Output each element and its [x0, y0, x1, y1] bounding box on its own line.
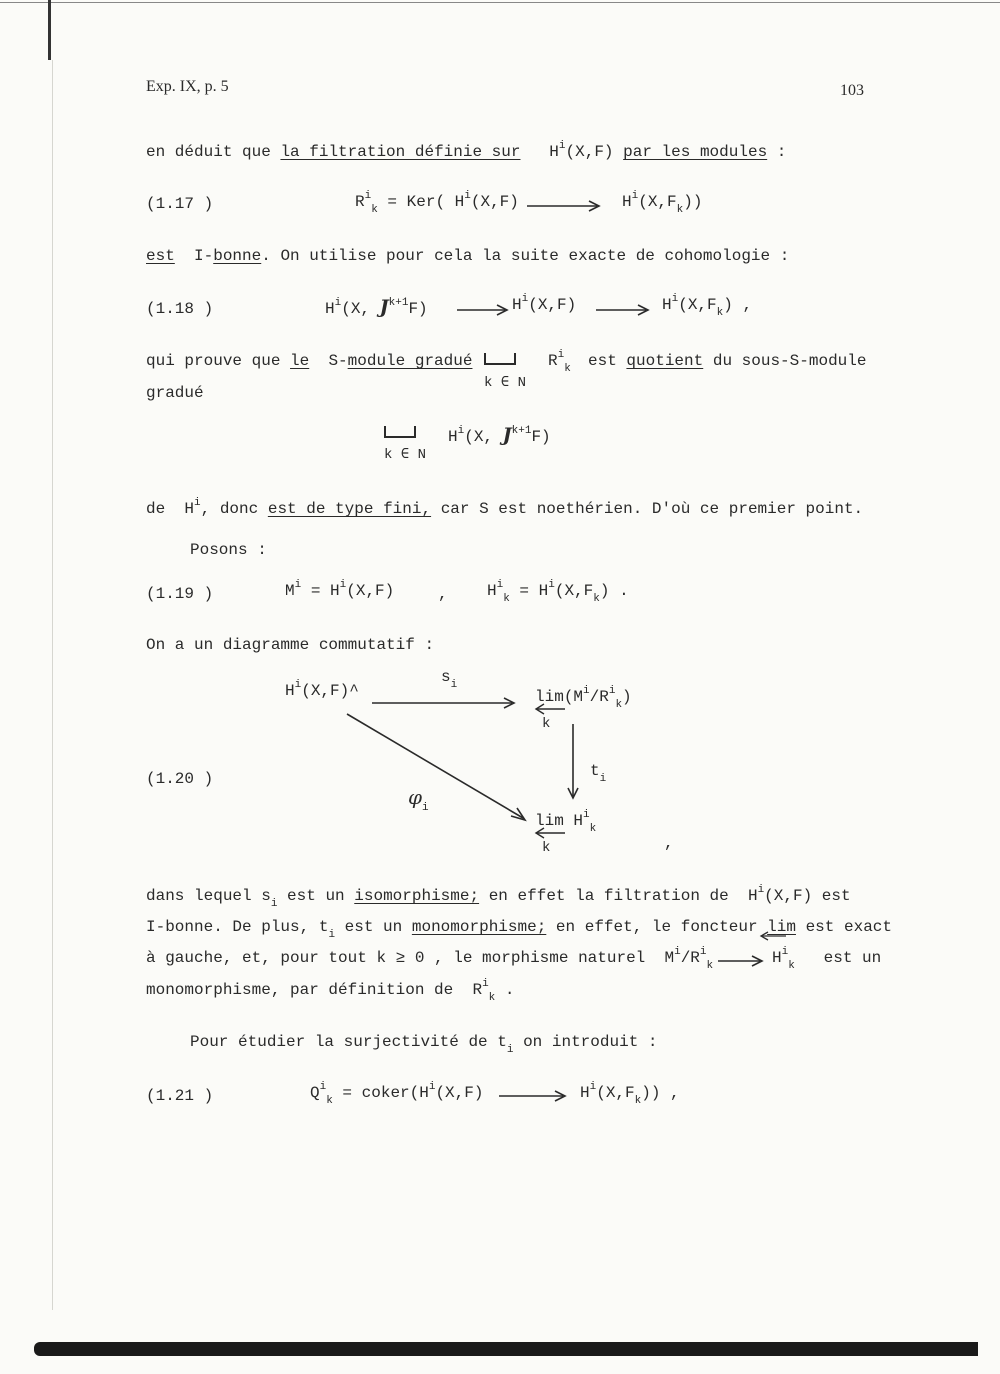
math-arg: (X,F) — [565, 143, 614, 161]
math-sub: k — [788, 960, 795, 972]
binding-mark — [48, 0, 51, 60]
arrow-right — [525, 196, 605, 212]
paragraph-5-line-3 — [146, 946, 714, 972]
text: I-bonne. De plus, t — [146, 918, 329, 936]
text: I- — [194, 247, 214, 265]
equation-1-17-rhs — [622, 190, 703, 216]
math-arg: (X,F)^ — [301, 682, 359, 700]
diagram-top-left — [285, 679, 359, 700]
text: S- — [328, 352, 348, 370]
math-q: Q — [310, 1084, 320, 1102]
math-s: s — [441, 668, 451, 686]
math-sup: i — [757, 884, 765, 896]
arrow-s-i — [370, 695, 518, 711]
equation-number-1-21: (1.21 ) — [146, 1087, 214, 1105]
math-sup: i — [334, 297, 342, 309]
text: en effet la filtration de — [488, 887, 729, 905]
diagram-label-phi — [408, 785, 429, 814]
equation-1-17 — [355, 190, 519, 216]
math-lim: lim — [535, 688, 564, 706]
text: est un — [823, 949, 882, 967]
math-h: H — [622, 193, 632, 211]
text: on introduit : — [513, 1033, 658, 1051]
math-sup: i — [521, 293, 529, 305]
text: Pour étudier la surjectivité de t — [190, 1033, 507, 1051]
underlined-text: bonne — [213, 247, 262, 265]
math-sup: i — [457, 425, 465, 437]
separator: , — [438, 585, 448, 603]
math-sub: k — [706, 960, 714, 972]
math-sub: k — [634, 1095, 642, 1107]
display-coproduct-symbol — [384, 425, 416, 443]
math-h: H — [487, 582, 497, 600]
underlined-text: est de type fini, — [267, 500, 432, 518]
math-close: ) — [622, 688, 632, 706]
math-h: H — [448, 428, 458, 446]
math-arg: (X, — [464, 428, 494, 446]
inverse-limit-arrow — [758, 930, 788, 942]
math-sup: i — [781, 946, 789, 958]
math-close: )) — [683, 193, 703, 211]
top-edge-rule — [0, 2, 1000, 3]
text: du sous-S-module — [712, 352, 867, 370]
underlined-text: module gradué — [347, 352, 473, 370]
underlined-text: monomorphisme; — [411, 918, 547, 936]
math-sub: i — [506, 1044, 514, 1056]
math-r: R — [355, 193, 365, 211]
math-sub: i — [270, 898, 278, 910]
diagram-index-k: k — [542, 840, 551, 856]
math-h: H — [772, 949, 782, 967]
arrow-right — [455, 302, 511, 316]
math-sup: i — [699, 946, 707, 958]
math-close: )) , — [641, 1084, 680, 1102]
math-phi: φ — [408, 785, 423, 809]
paragraph-1 — [146, 140, 787, 161]
text: . On utilise pour cela la suite exacte de cohomologie : — [261, 247, 790, 265]
equation-1-21 — [310, 1081, 484, 1107]
text: (X,F) est — [764, 887, 851, 905]
arrow-right — [594, 302, 652, 316]
page-number: 103 — [840, 82, 864, 99]
math-sub: i — [599, 773, 607, 785]
text: . — [495, 981, 515, 999]
math-sup: i — [583, 809, 590, 821]
math-sub: k — [589, 823, 597, 835]
running-header: Exp. IX, p. 5 — [146, 78, 229, 95]
math-sup: i — [319, 1081, 327, 1093]
math-arg: (X,F — [638, 193, 677, 211]
underlined-text: la filtration définie sur — [280, 143, 521, 161]
paragraph-3-line-1 — [146, 352, 472, 370]
math-r-ik — [548, 349, 571, 375]
math-arg: (X,F — [554, 582, 594, 600]
math-lim: lim — [535, 812, 564, 830]
paragraph-3-line-2: gradué — [146, 384, 204, 402]
text: : — [767, 143, 787, 161]
arrow-t-i — [563, 722, 583, 802]
math-sup: i — [674, 946, 681, 958]
math-coker: = coker(H — [332, 1084, 429, 1102]
inverse-limit-arrow — [533, 826, 569, 840]
math-t: t — [590, 762, 600, 780]
paragraph-4 — [146, 497, 864, 518]
math-sub: k — [503, 593, 510, 605]
math-sup: i — [294, 579, 302, 591]
math-eq: = H — [301, 582, 340, 600]
diagram-label-s — [441, 668, 458, 691]
math-arg: (X, — [341, 300, 371, 318]
math-sup: i — [482, 978, 489, 990]
math-sup: i — [608, 685, 616, 697]
math-h: H — [573, 812, 584, 830]
math-h: H — [512, 296, 522, 314]
math-h: H — [580, 1084, 590, 1102]
equation-1-21-rhs — [580, 1081, 680, 1107]
math-m: M — [285, 582, 295, 600]
gothic-j: J — [502, 424, 512, 446]
text: est — [588, 352, 617, 370]
text: qui prouve que — [146, 352, 281, 370]
math-sub: k — [716, 307, 724, 319]
math-sup: i — [364, 190, 372, 202]
underlined-text: par les modules — [623, 143, 768, 161]
text: est exact — [805, 918, 892, 936]
diagram-comma: , — [664, 834, 674, 852]
scan-edge-bar — [34, 1342, 978, 1356]
paragraph-5-line-3-tail — [772, 946, 882, 972]
math-sup: i — [428, 1081, 436, 1093]
math-close: F) — [531, 428, 551, 446]
paragraph-5-line-1 — [146, 884, 851, 910]
math-m: M — [664, 949, 675, 967]
equation-number-1-17: (1.17 ) — [146, 195, 214, 213]
equation-1-18-b — [512, 293, 577, 314]
text: monomorphisme, par définition de — [146, 981, 454, 999]
underlined-text: le — [290, 352, 310, 370]
math-sup: i — [558, 140, 566, 152]
arrow-right — [716, 953, 766, 967]
math-sup: i — [464, 190, 471, 202]
equation-1-18-c — [662, 293, 753, 319]
display-coproduct-index: k ∈ N — [384, 447, 427, 463]
math-eq: = H — [509, 582, 549, 600]
math-sub: k — [593, 593, 600, 605]
math-arg: (X,F — [596, 1084, 635, 1102]
equation-number-1-18: (1.18 ) — [146, 300, 214, 318]
math-arg: (X,F) — [346, 582, 395, 600]
math-lim: lim — [767, 918, 796, 936]
text: en déduit que — [146, 143, 271, 161]
diagram-index-k: k — [542, 716, 551, 732]
math-sup: i — [631, 190, 639, 202]
math-r: R — [472, 981, 483, 999]
equation-1-19-b — [487, 579, 629, 605]
math-sup: k+1 — [388, 297, 409, 309]
diagram-label-t — [590, 762, 607, 785]
paragraph-2 — [146, 247, 789, 265]
equation-1-19-a — [285, 579, 395, 600]
math-h: H — [285, 682, 295, 700]
text: de — [146, 500, 166, 518]
math-sup: i — [583, 685, 590, 697]
equation-number-1-19: (1.19 ) — [146, 585, 214, 603]
math-ker: = Ker( H — [377, 193, 465, 211]
underlined-text: isomorphisme; — [354, 887, 480, 905]
math-arg: (X,F) — [528, 296, 577, 314]
math-h: H — [662, 296, 672, 314]
margin-shadow — [52, 60, 53, 1310]
math-arg: (X,F — [678, 296, 717, 314]
math-sup: i — [671, 293, 679, 305]
math-sub: k — [488, 992, 496, 1004]
paragraph-5-line-4 — [146, 978, 515, 1004]
math-slash: /R — [680, 949, 700, 967]
arrow-phi-i — [345, 712, 530, 824]
math-h: H — [747, 887, 758, 905]
math-close: ) . — [599, 582, 629, 600]
math-sup: k+1 — [511, 425, 532, 437]
math-sub: k — [326, 1095, 333, 1107]
math-sup: i — [339, 579, 347, 591]
math-sup: i — [589, 1081, 597, 1093]
text: car S est noethérien. D'où ce premier point. — [440, 500, 864, 518]
math-sub: k — [371, 204, 378, 216]
math-r: R — [548, 352, 558, 370]
gothic-j: J — [379, 296, 389, 318]
text: est un — [277, 887, 345, 905]
math-sup: i — [194, 497, 201, 509]
math-sub: i — [422, 802, 429, 814]
display-coproduct-term — [448, 424, 551, 446]
math-h: H — [184, 500, 195, 518]
math-sup: i — [557, 349, 565, 361]
math-h: H — [325, 300, 335, 318]
equation-number-1-20: (1.20 ) — [146, 770, 214, 788]
diagram-intro: On a un diagramme commutatif : — [146, 636, 435, 654]
math-arg: (X,F) — [470, 193, 519, 211]
text: , donc — [200, 500, 259, 518]
math-sup: i — [294, 679, 302, 691]
math-slash: /R — [589, 688, 609, 706]
math-sup: i — [496, 579, 504, 591]
text: dans lequel s — [146, 887, 271, 905]
math-sup: i — [548, 579, 555, 591]
math-close: ) , — [723, 296, 753, 314]
text: est un — [335, 918, 403, 936]
inverse-limit-arrow — [533, 702, 569, 716]
math-close: F) — [408, 300, 428, 318]
math-sub: k — [564, 363, 571, 375]
math-sub: i — [328, 929, 336, 941]
math-sub: k — [676, 204, 684, 216]
paragraph-3-tail — [588, 352, 866, 370]
posons: Posons : — [190, 541, 267, 559]
math-sub: k — [615, 699, 623, 711]
text: à gauche, et, pour tout k ≥ 0 , le morphisme naturel — [146, 949, 646, 967]
arrow-right — [497, 1088, 569, 1102]
underlined-text: est — [146, 247, 175, 265]
equation-1-18-a — [325, 296, 428, 318]
coproduct-symbol — [484, 352, 516, 370]
math-h: H — [549, 143, 559, 161]
math-arg: (M — [563, 688, 584, 706]
paragraph-6 — [190, 1033, 658, 1056]
math-arg: (X,F) — [435, 1084, 484, 1102]
text: en effet, le foncteur — [555, 918, 758, 936]
underlined-text: quotient — [626, 352, 704, 370]
coproduct-index: k ∈ N — [484, 375, 527, 391]
math-sub: i — [450, 679, 458, 691]
